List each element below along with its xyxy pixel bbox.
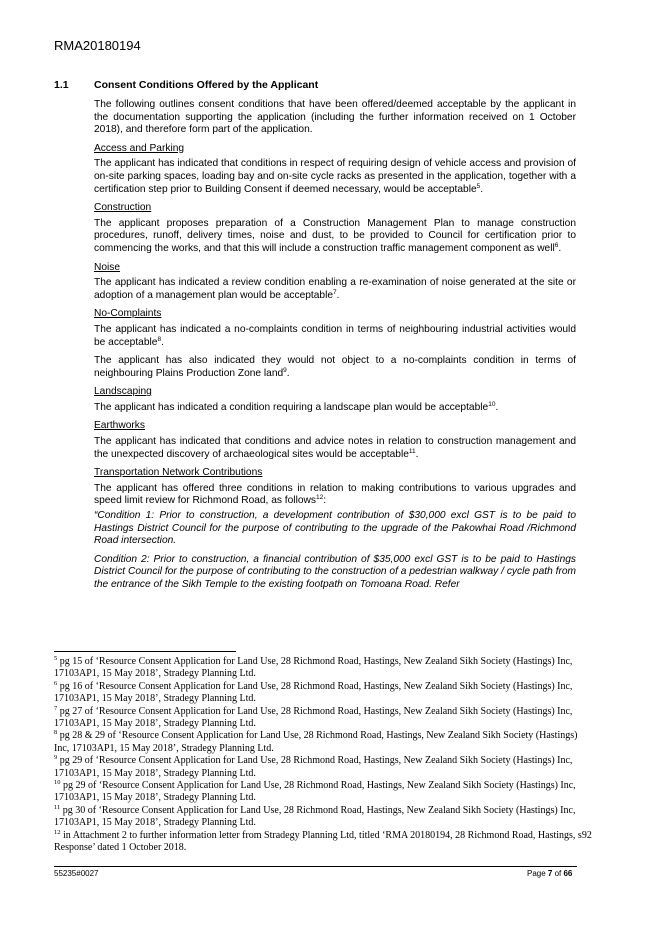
subheading-transportation: Transportation Network Contributions — [94, 467, 263, 479]
subheading-noise: Noise — [94, 261, 121, 273]
footer-page-number — [527, 869, 572, 878]
paragraph-end: . — [480, 183, 484, 195]
subheading-no-complaints: No-Complaints — [94, 308, 162, 320]
paragraph — [94, 277, 576, 302]
subheading-access-parking: Access and Parking — [94, 142, 185, 154]
footnote-text: pg 27 of ‘Resource Consent Application for Land Use, 28 Richmond Road, Hastings, New Zealand Sikh Society (Hastings) Inc, 17103AP1, 15 May 2018’, Stradegy Planning Ltd. — [54, 705, 573, 730]
footnote — [54, 706, 594, 731]
footnote-number: 12 — [54, 828, 61, 836]
footnote-text: pg 28 & 29 of ‘Resource Consent Application for Land Use, 28 Richmond Road, Hastings, New Zealand Sikh Society (Hastings) Inc, 17103AP1, 15 May 2018’, Stradegy Planning Ltd. — [54, 730, 578, 754]
paragraph-end: : — [323, 495, 327, 507]
section-heading — [54, 79, 318, 91]
footnotes — [54, 656, 594, 855]
footnote — [54, 805, 594, 830]
footnote — [54, 780, 594, 805]
footnote-number: 7 — [54, 704, 58, 712]
footnote — [54, 656, 594, 681]
footnote-text: in Attachment 2 to further information letter from Stradegy Planning Ltd, titled ‘RMA 20180194, 28 Richmond Road, Hastings, s92 Response’ dated 1 October 2018. — [54, 829, 592, 854]
paragraph-text: The applicant has also indicated they would not object to a no-complaints condition in terms of neighbouring Plains Production Zone land — [94, 355, 576, 379]
footnote-number: 8 — [54, 729, 58, 737]
paragraph-end: . — [161, 336, 164, 348]
paragraph — [94, 483, 576, 508]
footnote-text: pg 16 of ‘Resource Consent Application for Land Use, 28 Richmond Road, Hastings, New Zealand Sikh Society (Hastings) Inc, 17103AP1, 15 May 2018’, Stradegy Planning Ltd. — [54, 680, 573, 705]
paragraph — [94, 218, 576, 256]
footnote-number: 9 — [54, 754, 58, 762]
footnote-ref: 6 — [554, 241, 559, 249]
footnote — [54, 755, 594, 780]
footnote — [54, 730, 594, 755]
paragraph-text: The applicant has indicated that conditions in respect of requiring design of vehicle access and provision of on-site parking spaces, loading bay and on-site cycle racks as presented in the application, together with a certification step prior to Building Consent if deemed necessary, would be acceptable — [94, 158, 576, 195]
footnote-ref: 12 — [315, 494, 324, 502]
paragraph-text: The applicant has indicated a condition requiring a landscape plan would be acceptable — [94, 401, 489, 413]
paragraph-end: . — [336, 289, 340, 301]
paragraph — [94, 158, 576, 196]
footnote-ref: 8 — [157, 335, 162, 343]
footnote-text: pg 30 of ‘Resource Consent Application for Land Use, 28 Richmond Road, Hastings, New Zealand Sikh Society (Hastings) Inc, 17103AP1, 15 May 2018’, Stradegy Planning Ltd. — [54, 804, 576, 829]
section-number: 1.1 — [54, 79, 69, 91]
condition-2-quote: Condition 2: Prior to construction, a financial contribution of $35,000 excl GST is to be paid to Hastings District Council for the purpose of contributing to the construction of a pedestrian walkway / cycle path from the entrance of the Sikh Temple to the existing footpath on Tomoana Road. Refer — [94, 553, 576, 590]
document-reference: RMA20180194 — [54, 38, 141, 53]
footnote-text: pg 29 of ‘Resource Consent Application for Land Use, 28 Richmond Road, Hastings, New Zealand Sikh Society (Hastings) Inc, 17103AP1, 15 May 2018’, Stradegy Planning Ltd. — [54, 755, 573, 779]
intro-paragraph: The following outlines consent conditions that have been offered/deemed acceptable by the applicant in the documentation supporting the application (including the further information received on 1 October 2018), and therefore form part of the application. — [94, 99, 576, 136]
footnote-number: 5 — [54, 655, 58, 662]
paragraph-end: . — [286, 367, 290, 379]
footnote — [54, 830, 594, 855]
paragraph-text: The applicant has offered three conditions in relation to making contributions to various upgrades and speed limit review for Richmond Road, as follows — [94, 482, 576, 507]
page-total: 66 — [563, 869, 573, 878]
footnote-ref: 11 — [408, 447, 416, 455]
paragraph-end: . — [558, 242, 562, 254]
footnote-number: 10 — [54, 779, 61, 787]
paragraph-text: The applicant has indicated a no-complaints condition in terms of neighbouring industrial activities would be acceptable — [94, 323, 576, 348]
subheading-earthworks: Earthworks — [94, 420, 145, 432]
footnote-ref: 5 — [476, 182, 481, 190]
footnote-number: 11 — [54, 803, 61, 811]
footnote-ref: 10 — [488, 400, 496, 408]
page-separator: of — [552, 869, 564, 878]
subheading-construction: Construction — [94, 202, 152, 214]
section-body — [94, 99, 576, 598]
footnote-number: 6 — [54, 679, 58, 687]
footer-doc-id: 55235#0027 — [54, 869, 99, 878]
subheading-landscaping: Landscaping — [94, 386, 152, 398]
footnote-text: pg 29 of ‘Resource Consent Application for Land Use, 28 Richmond Road, Hastings, New Zealand Sikh Society (Hastings) Inc, 17103AP1, 15 May 2018’, Stradegy Planning Ltd. — [54, 780, 576, 804]
paragraph-end: . — [495, 401, 499, 413]
section-title: Consent Conditions Offered by the Applicant — [94, 79, 319, 91]
paragraph-text: The applicant has indicated a review condition enabling a re-examination of noise generated at the site or adoption of a management plan would be acceptable — [94, 277, 576, 301]
paragraph — [94, 355, 576, 380]
footnote-ref: 7 — [333, 288, 337, 296]
paragraph-text: The applicant has indicated that conditions and advice notes in relation to construction management and the unexpected discovery of archaeological sites would be acceptable — [94, 436, 576, 460]
footnote — [54, 681, 594, 706]
paragraph — [94, 402, 576, 415]
page-current: 7 — [547, 869, 553, 878]
paragraph-text: The applicant proposes preparation of a Construction Management Plan to manage construction procedures, runoff, delivery times, noise and dust, to be provided to Council for certification prior to commencing the works, and that this will include a construction traffic management component as well — [94, 217, 576, 254]
paragraph — [94, 324, 576, 349]
paragraph — [94, 436, 576, 461]
paragraph-end: . — [415, 448, 419, 460]
page-label: Page — [527, 869, 548, 878]
footnote-text: pg 15 of ‘Resource Consent Application for Land Use, 28 Richmond Road, Hastings, New Zealand Sikh Society (Hastings) Inc, 17103AP1, 15 May 2018’, Stradegy Planning Ltd. — [54, 656, 573, 680]
condition-1-quote: “Condition 1: Prior to construction, a development contribution of $30,000 excl GST is to be paid to Hastings District Council for the purpose of contributing to the upgrade of the Pakowhai Road /Richmond Road intersection. — [94, 510, 576, 547]
footer-separator — [54, 866, 577, 867]
footnote-separator — [54, 651, 236, 652]
footnote-ref: 9 — [283, 366, 287, 374]
